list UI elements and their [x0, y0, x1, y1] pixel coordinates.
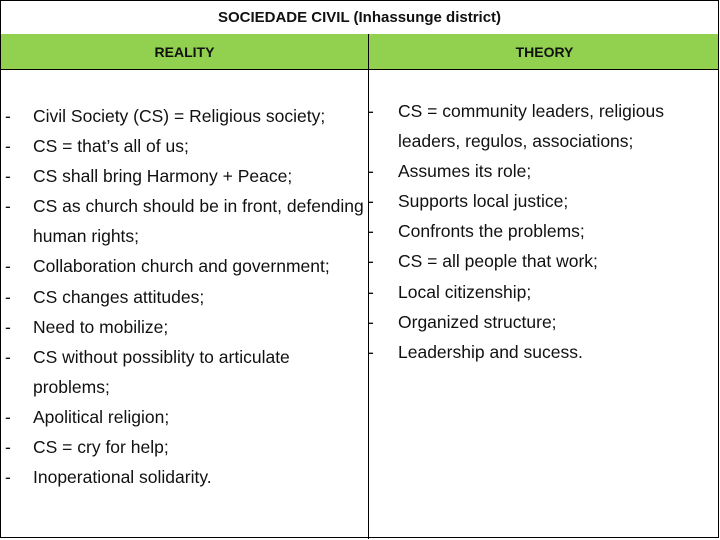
reality-item	[0, 312, 366, 342]
bullet-dash: -	[5, 406, 11, 427]
theory-item	[366, 307, 718, 337]
bullet-dash: -	[368, 341, 374, 362]
reality-item	[0, 342, 366, 402]
bullet-dash: -	[5, 437, 11, 458]
header-row	[1, 34, 718, 70]
theory-item-text: Confronts the problems;	[398, 221, 585, 242]
reality-item-text: Need to mobilize;	[33, 316, 169, 337]
reality-item-text: Apolitical religion;	[33, 406, 170, 427]
reality-item	[0, 402, 366, 432]
reality-item-text: Civil Society (CS) = Religious society;	[33, 106, 326, 126]
theory-header: THEORY	[515, 43, 574, 60]
reality-item-text: CS as church should be in front, defending human rights;	[33, 196, 364, 247]
theory-item	[366, 277, 718, 307]
theory-item	[366, 246, 718, 276]
bullet-dash: -	[5, 467, 11, 488]
reality-item-text: CS without possiblity to articulate problems;	[33, 346, 290, 397]
theory-item	[366, 337, 718, 367]
theory-item	[366, 186, 718, 216]
reality-item-text: Inoperational solidarity.	[33, 467, 212, 488]
theory-item-text: CS = all people that work;	[398, 251, 598, 272]
bullet-dash: -	[368, 191, 374, 212]
bullet-dash: -	[5, 136, 11, 157]
bullet-dash: -	[5, 346, 11, 367]
reality-item	[0, 462, 366, 492]
table-title: SOCIEDADE CIVIL (Inhassunge district)	[1, 1, 718, 35]
reality-item	[0, 432, 366, 462]
reality-item	[0, 101, 366, 131]
bullet-dash: -	[368, 311, 374, 332]
bullet-dash: -	[5, 106, 11, 126]
bullet-dash: -	[5, 316, 11, 337]
reality-item	[0, 282, 366, 312]
theory-item-text: CS = community leaders, religious leaders, regulos, associations;	[398, 101, 665, 152]
reality-item-text: CS shall bring Harmony + Peace;	[33, 166, 293, 187]
theory-item-text: Organized structure;	[398, 311, 557, 332]
reality-item	[0, 251, 366, 281]
theory-item-text: Assumes its role;	[398, 161, 532, 182]
bullet-dash: -	[5, 286, 11, 307]
reality-item-text: CS = cry for help;	[33, 437, 169, 458]
theory-item-text: Local citizenship;	[398, 281, 532, 302]
reality-item	[0, 161, 366, 191]
reality-header: REALITY	[1, 34, 369, 69]
theory-list	[366, 96, 718, 367]
bullet-dash: -	[5, 256, 11, 277]
reality-item-text: Collaboration church and government;	[33, 256, 330, 277]
theory-item	[366, 96, 718, 156]
bullet-dash: -	[5, 166, 11, 187]
reality-item	[0, 191, 366, 251]
theory-item-text: Leadership and sucess.	[398, 341, 583, 362]
theory-item-text: Supports local justice;	[398, 191, 569, 212]
bullet-dash: -	[5, 196, 11, 217]
reality-item-text: CS changes attitudes;	[33, 286, 205, 307]
reality-list	[0, 101, 366, 492]
bullet-dash: -	[368, 101, 374, 121]
reality-item	[0, 131, 366, 161]
bullet-dash: -	[368, 221, 374, 242]
theory-item	[366, 156, 718, 186]
bullet-dash: -	[368, 251, 374, 272]
bullet-dash: -	[368, 161, 374, 182]
bullet-dash: -	[368, 281, 374, 302]
reality-item-text: CS = that’s all of us;	[33, 136, 189, 157]
theory-item	[366, 216, 718, 246]
